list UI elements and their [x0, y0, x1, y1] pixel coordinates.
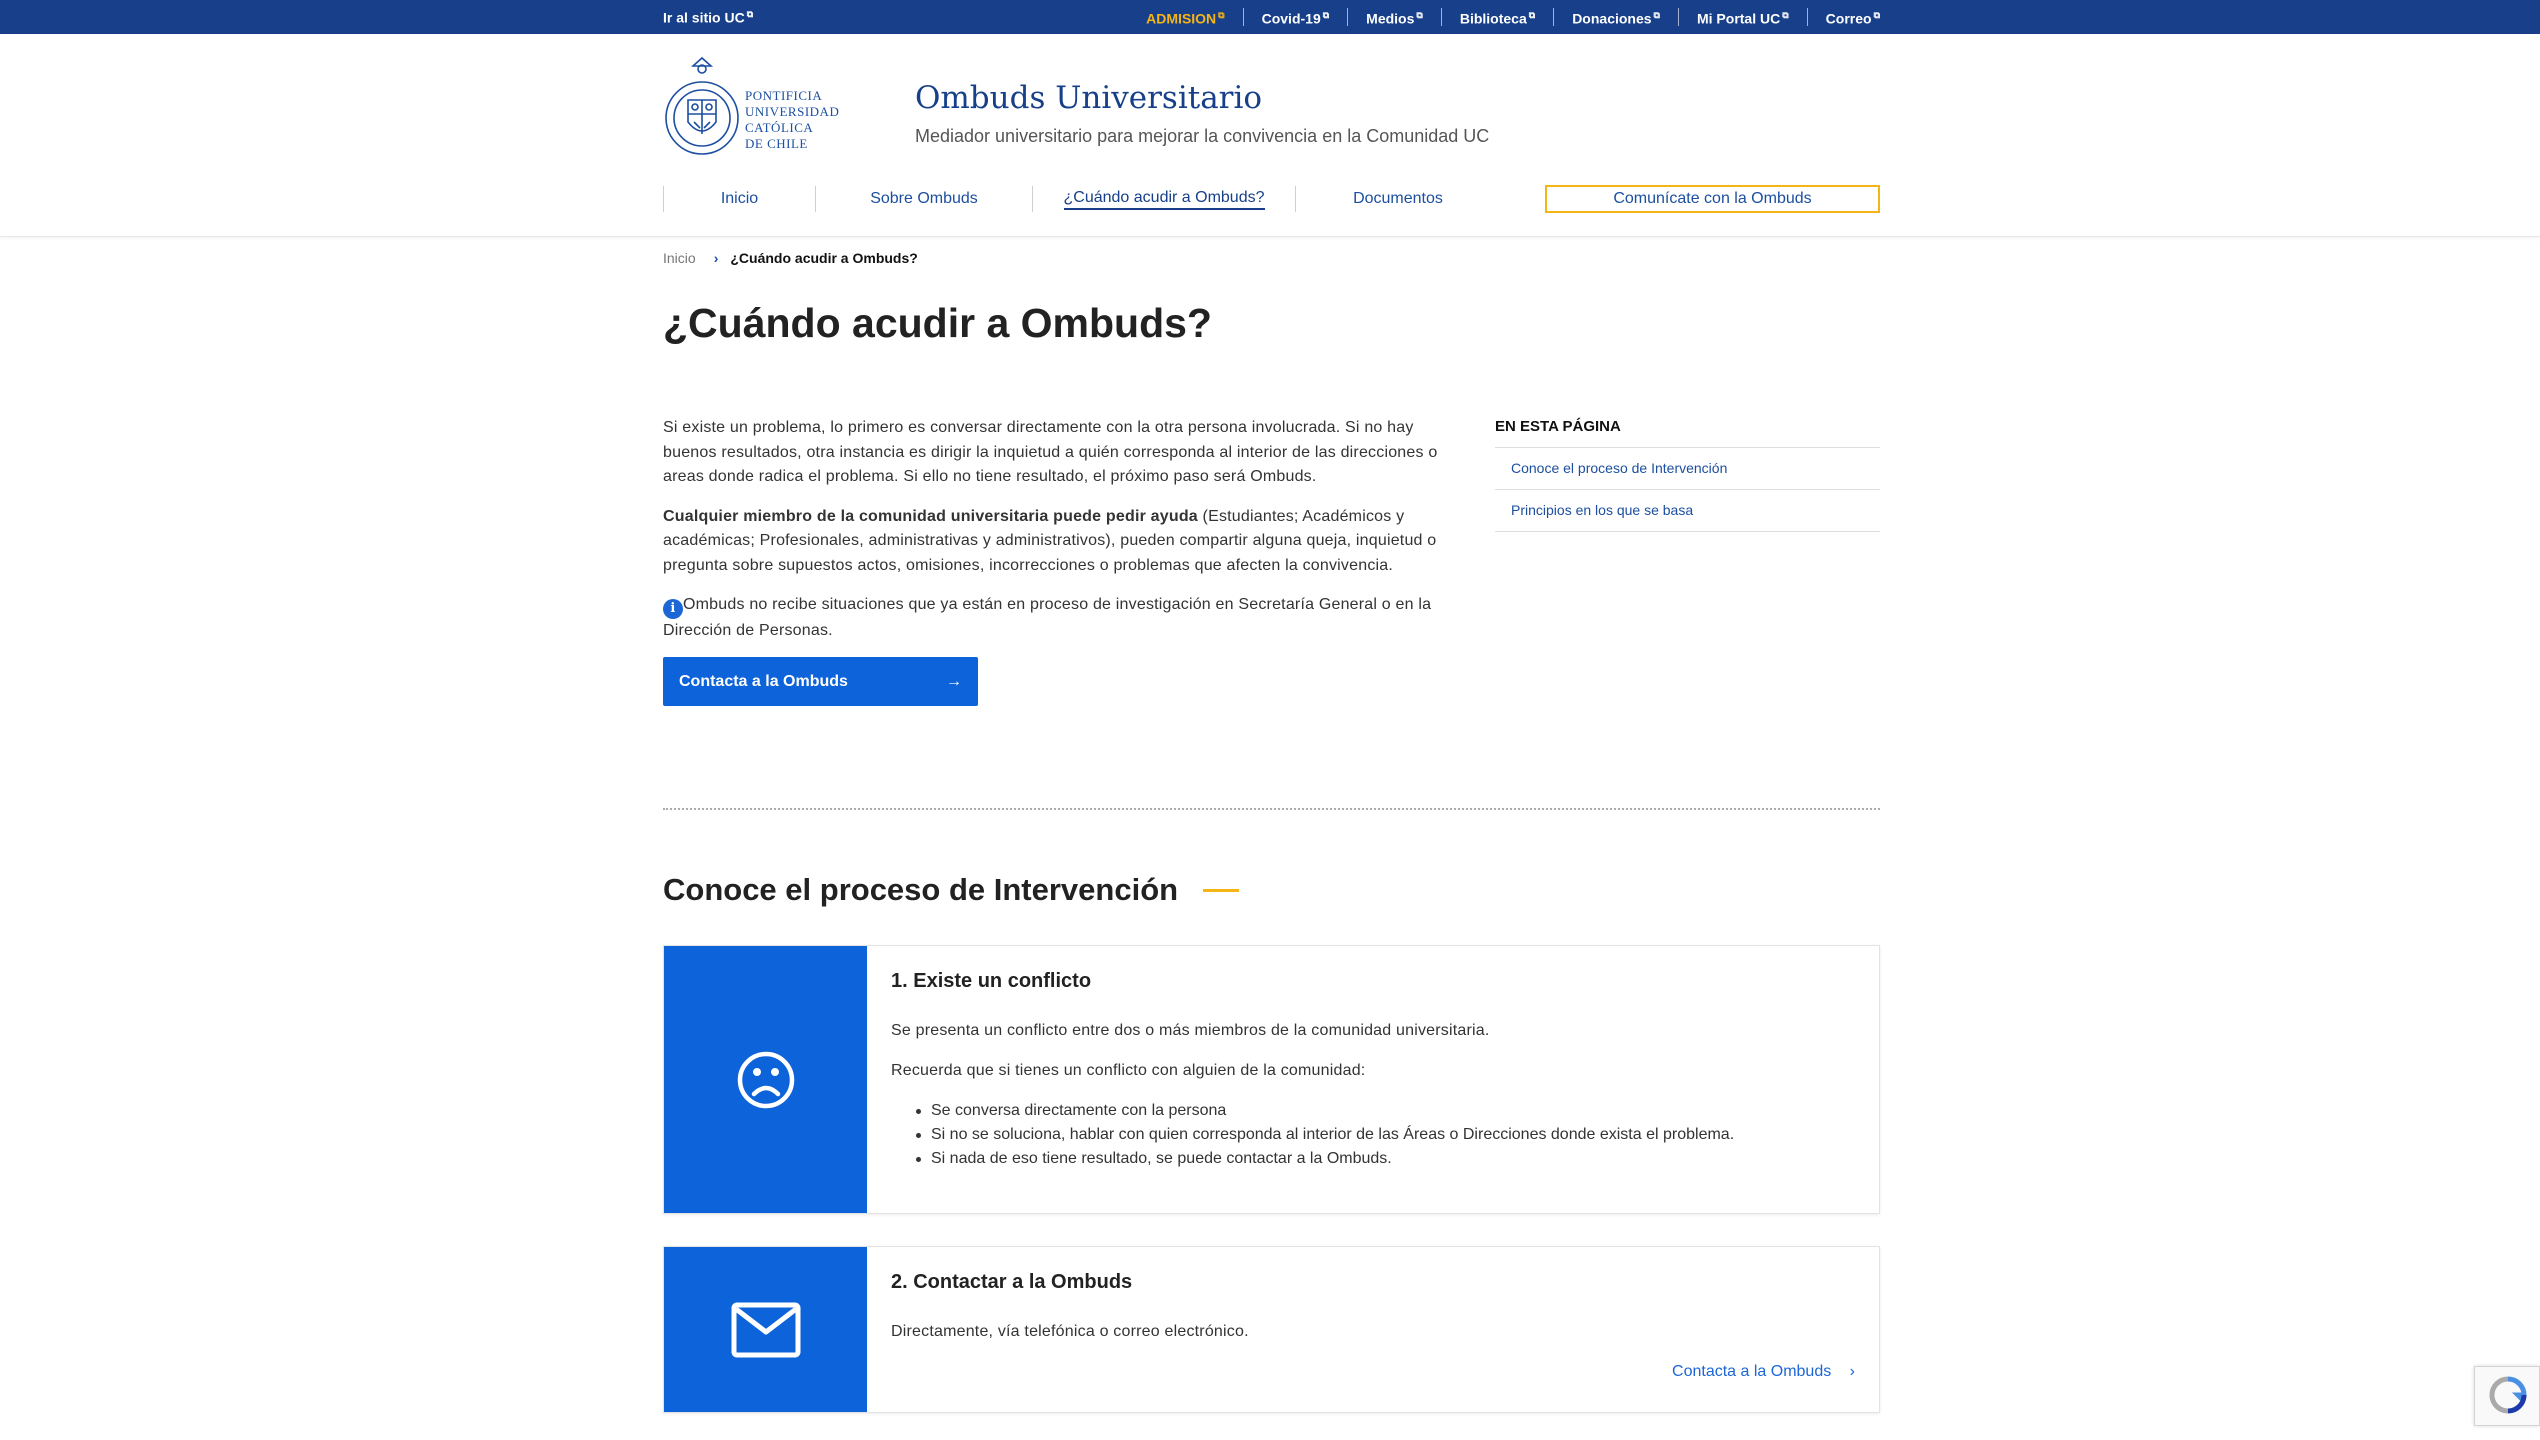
- site-header: [0, 34, 2540, 237]
- external-link-icon: ⧉: [1528, 10, 1536, 21]
- nav-item-cuando-acudir[interactable]: ¿Cuándo acudir a Ombuds?: [1032, 186, 1295, 212]
- aside-heading: EN ESTA PÁGINA: [1495, 418, 1880, 448]
- chevron-right-icon: ›: [713, 250, 719, 266]
- top-link-mi-portal-uc[interactable]: Mi Portal UC ⧉: [1678, 8, 1807, 26]
- process-card-1: [663, 945, 1880, 1214]
- list-item: Si no se soluciona, hablar con quien corresponda al interior de las Áreas o Direcciones donde exista el problema.: [891, 1123, 1855, 1147]
- top-bar: [0, 0, 2540, 34]
- nav-item-documentos[interactable]: Documentos: [1295, 186, 1500, 212]
- info-icon: i: [663, 599, 683, 619]
- arrow-right-icon: →: [946, 672, 962, 690]
- top-link-admision[interactable]: ADMISION ⧉: [1146, 10, 1225, 27]
- process-card-2: [663, 1246, 1880, 1413]
- sad-face-icon: [736, 1050, 796, 1110]
- card-paragraph: Se presenta un conflicto entre dos o más miembros de la comunidad universitaria.: [891, 1022, 1490, 1039]
- external-link-icon: ⧉: [1653, 10, 1660, 21]
- aside-link-proceso[interactable]: Conoce el proceso de Intervención: [1495, 448, 1880, 490]
- card-list: [891, 1099, 1855, 1171]
- comunicate-button[interactable]: Comunícate con la Ombuds: [1545, 185, 1880, 213]
- en-esta-pagina: [1495, 418, 1880, 532]
- card-paragraph: Directamente, vía telefónica o correo electrónico.: [891, 1323, 1249, 1340]
- external-link-icon: ⧉: [746, 8, 754, 19]
- nav-item-inicio[interactable]: Inicio: [663, 186, 815, 212]
- card-icon-panel: [664, 1247, 867, 1412]
- section-divider: [663, 808, 1880, 810]
- external-link-icon: ⧉: [1416, 10, 1423, 21]
- site-title[interactable]: Ombuds Universitario: [915, 80, 1263, 116]
- nav-item-sobre-ombuds[interactable]: Sobre Ombuds: [815, 186, 1032, 212]
- top-link-donaciones[interactable]: Donaciones ⧉: [1553, 8, 1678, 26]
- top-link-covid[interactable]: Covid-19 ⧉: [1243, 8, 1348, 26]
- uc-logo[interactable]: [663, 56, 843, 160]
- main-nav: [663, 184, 1880, 214]
- recaptcha-badge[interactable]: [2474, 1366, 2540, 1426]
- aside-link-principios[interactable]: Principios en los que se basa: [1495, 490, 1880, 532]
- uc-seal-icon: [663, 56, 741, 160]
- top-link-medios[interactable]: Medios ⧉: [1347, 8, 1441, 26]
- site-subtitle: Mediador universitario para mejorar la convivencia en la Comunidad UC: [915, 126, 1490, 146]
- top-link-correo[interactable]: Correo ⧉: [1807, 8, 1880, 26]
- ir-sitio-uc-link[interactable]: Ir al sitio UC ⧉: [663, 8, 754, 26]
- card-body: [891, 1247, 1855, 1412]
- title-accent-bar: [1203, 889, 1239, 892]
- breadcrumb-current: ¿Cuándo acudir a Ombuds?: [730, 250, 918, 266]
- external-link-icon: ⧉: [1782, 10, 1789, 21]
- mail-icon: [731, 1302, 801, 1358]
- recaptcha-icon: [2488, 1375, 2528, 1415]
- list-item: Si nada de eso tiene resultado, se puede contactar a la Ombuds.: [891, 1147, 1855, 1171]
- card-title: 2. Contactar a la Ombuds: [891, 1271, 1133, 1293]
- top-links: [1128, 8, 1880, 26]
- logo-text: PONTIFICIA UNIVERSIDAD CATÓLICA DE CHILE: [745, 88, 840, 151]
- contacta-ombuds-button[interactable]: Contacta a la Ombuds →: [663, 657, 978, 706]
- contacta-ombuds-link[interactable]: Contacta a la Ombuds ›: [1672, 1363, 1855, 1380]
- intro-text: [663, 416, 1463, 659]
- card-body: [891, 946, 1855, 1171]
- page-title: ¿Cuándo acudir a Ombuds?: [663, 300, 1212, 346]
- breadcrumb: [663, 250, 918, 266]
- top-link-biblioteca[interactable]: Biblioteca ⧉: [1441, 8, 1553, 26]
- intro-paragraph-1: Si existe un problema, lo primero es conversar directamente con la otra persona involucrada. Si no hay buenos resultados, otra instancia es dirigir la inquietud a quién corresponda al interior de las direcciones o areas donde radica el problema. Si ello no tiene resultado, el próximo paso será Ombuds.: [663, 419, 1438, 485]
- intro-paragraph-2: Cualquier miembro de la comunidad universitaria puede pedir ayuda (Estudiantes; Académicos y académicas; Profesionales, administrativas y administrativos), pueden compartir alguna queja, inquietud o pregunta sobre supuestos actos, omisiones, incorrecciones o problemas que afecten la convivencia.: [663, 507, 1437, 574]
- breadcrumb-home[interactable]: Inicio: [663, 250, 696, 266]
- card-paragraph: Recuerda que si tienes un conflicto con alguien de la comunidad:: [891, 1062, 1366, 1079]
- card-icon-panel: [664, 946, 867, 1213]
- chevron-right-icon: ›: [1849, 1363, 1855, 1380]
- external-link-icon: ⧉: [1873, 10, 1880, 21]
- external-link-icon: ⧉: [1218, 10, 1225, 21]
- list-item: Se conversa directamente con la persona: [891, 1099, 1855, 1123]
- intro-paragraph-3: i Ombuds no recibe situaciones que ya están en proceso de investigación en Secretaría General o en la Dirección de Personas.: [663, 596, 1432, 640]
- section-title: Conoce el proceso de Intervención: [663, 872, 1239, 908]
- card-title: 1. Existe un conflicto: [891, 970, 1092, 992]
- external-link-icon: ⧉: [1322, 10, 1330, 21]
